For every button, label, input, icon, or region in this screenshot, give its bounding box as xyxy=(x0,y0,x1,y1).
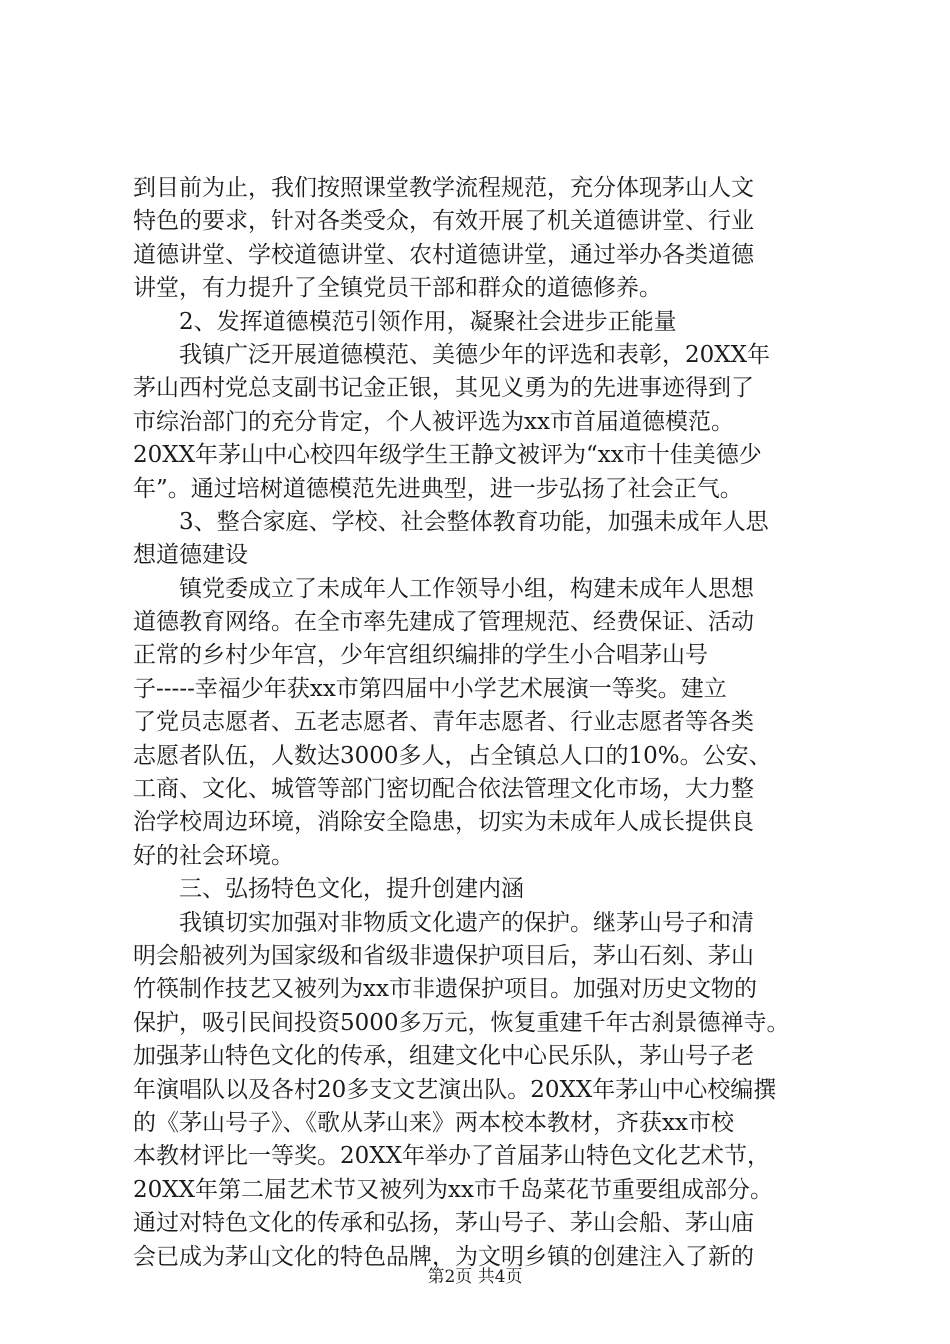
text-line: 20XX年第二届艺术节又被列为xx市千岛菜花节重要组成部分。 xyxy=(133,1176,773,1203)
document-body xyxy=(133,172,833,1274)
text-line: 子-----幸福少年获xx市第四届中小学艺术展演一等奖。建立 xyxy=(133,675,727,702)
text-line: 我镇广泛开展道德模范、美德少年的评选和表彰，20XX年 xyxy=(133,341,771,368)
text-line: 20XX年茅山中心校四年级学生王静文被评为“xx市十佳美德少 xyxy=(133,442,762,469)
text-line: 年”。通过培树道德模范先进典型，进一步弘扬了社会正气。 xyxy=(133,475,743,502)
text-line: 本教材评比一等奖。20XX年举办了首届茅山特色文化艺术节， xyxy=(133,1143,771,1170)
text-line: 特色的要求，针对各类受众，有效开展了机关道德讲堂、行业 xyxy=(133,208,754,235)
text-line: 我镇切实加强对非物质文化遗产的保护。继茅山号子和清 xyxy=(133,909,754,936)
page-footer: 第2页 共4页 xyxy=(427,1267,523,1287)
text-line: 正常的乡村少年宫，少年宫组织编排的学生小合唱茅山号 xyxy=(133,642,708,669)
text-line: 年演唱队以及各村20多支文艺演出队。20XX年茅山中心校编撰 xyxy=(133,1076,777,1103)
section-heading: 3、整合家庭、学校、社会整体教育功能，加强未成年人思 xyxy=(133,508,769,535)
text-line: 镇党委成立了未成年人工作领导小组，构建未成年人思想 xyxy=(133,575,754,602)
text-line: 茅山西村党总支副书记金正银，其见义勇为的先进事迹得到了 xyxy=(133,375,754,402)
text-line: 保护，吸引民间投资5000多万元，恢复重建千年古刹景德禅寺。 xyxy=(133,1009,790,1036)
text-line: 工商、文化、城管等部门密切配合依法管理文化市场，大力整 xyxy=(133,776,754,803)
text-line: 加强茅山特色文化的传承，组建文化中心民乐队，茅山号子老 xyxy=(133,1043,754,1070)
text-line: 明会船被列为国家级和省级非遗保护项目后，茅山石刻、茅山 xyxy=(133,942,754,969)
text-line: 道德教育网络。在全市率先建成了管理规范、经费保证、活动 xyxy=(133,609,754,636)
text-line: 好的社会环境。 xyxy=(133,842,294,869)
text-line: 会已成为茅山文化的特色品牌，为文明乡镇的创建注入了新的 xyxy=(133,1243,754,1270)
text-line: 治学校周边环境，消除安全隐患，切实为未成年人成长提供良 xyxy=(133,809,754,836)
text-line: 竹筷制作技艺又被列为xx市非遗保护项目。加强对历史文物的 xyxy=(133,976,757,1003)
section-heading: 想道德建设 xyxy=(133,542,248,569)
text-line: 到目前为止，我们按照课堂教学流程规范，充分体现茅山人文 xyxy=(133,175,754,201)
section-heading: 2、发挥道德模范引领作用，凝聚社会进步正能量 xyxy=(133,308,677,335)
text-line: 讲堂，有力提升了全镇党员干部和群众的道德修养。 xyxy=(133,275,662,302)
text-line: 通过对特色文化的传承和弘扬，茅山号子、茅山会船、茅山庙 xyxy=(133,1210,754,1237)
text-line: 的《茅山号子》、《歌从茅山来》两本校本教材，齐获xx市校 xyxy=(133,1109,734,1136)
text-line: 市综治部门的充分肯定，个人被评选为xx市首届道德模范。 xyxy=(133,408,734,435)
text-line: 了党员志愿者、五老志愿者、青年志愿者、行业志愿者等各类 xyxy=(133,709,754,736)
text-line: 道德讲堂、学校道德讲堂、农村道德讲堂，通过举办各类道德 xyxy=(133,241,754,268)
text-line: 志愿者队伍，人数达3000多人，占全镇总人口的10%。公安、 xyxy=(133,742,772,769)
section-heading: 三、弘扬特色文化，提升创建内涵 xyxy=(133,876,524,903)
